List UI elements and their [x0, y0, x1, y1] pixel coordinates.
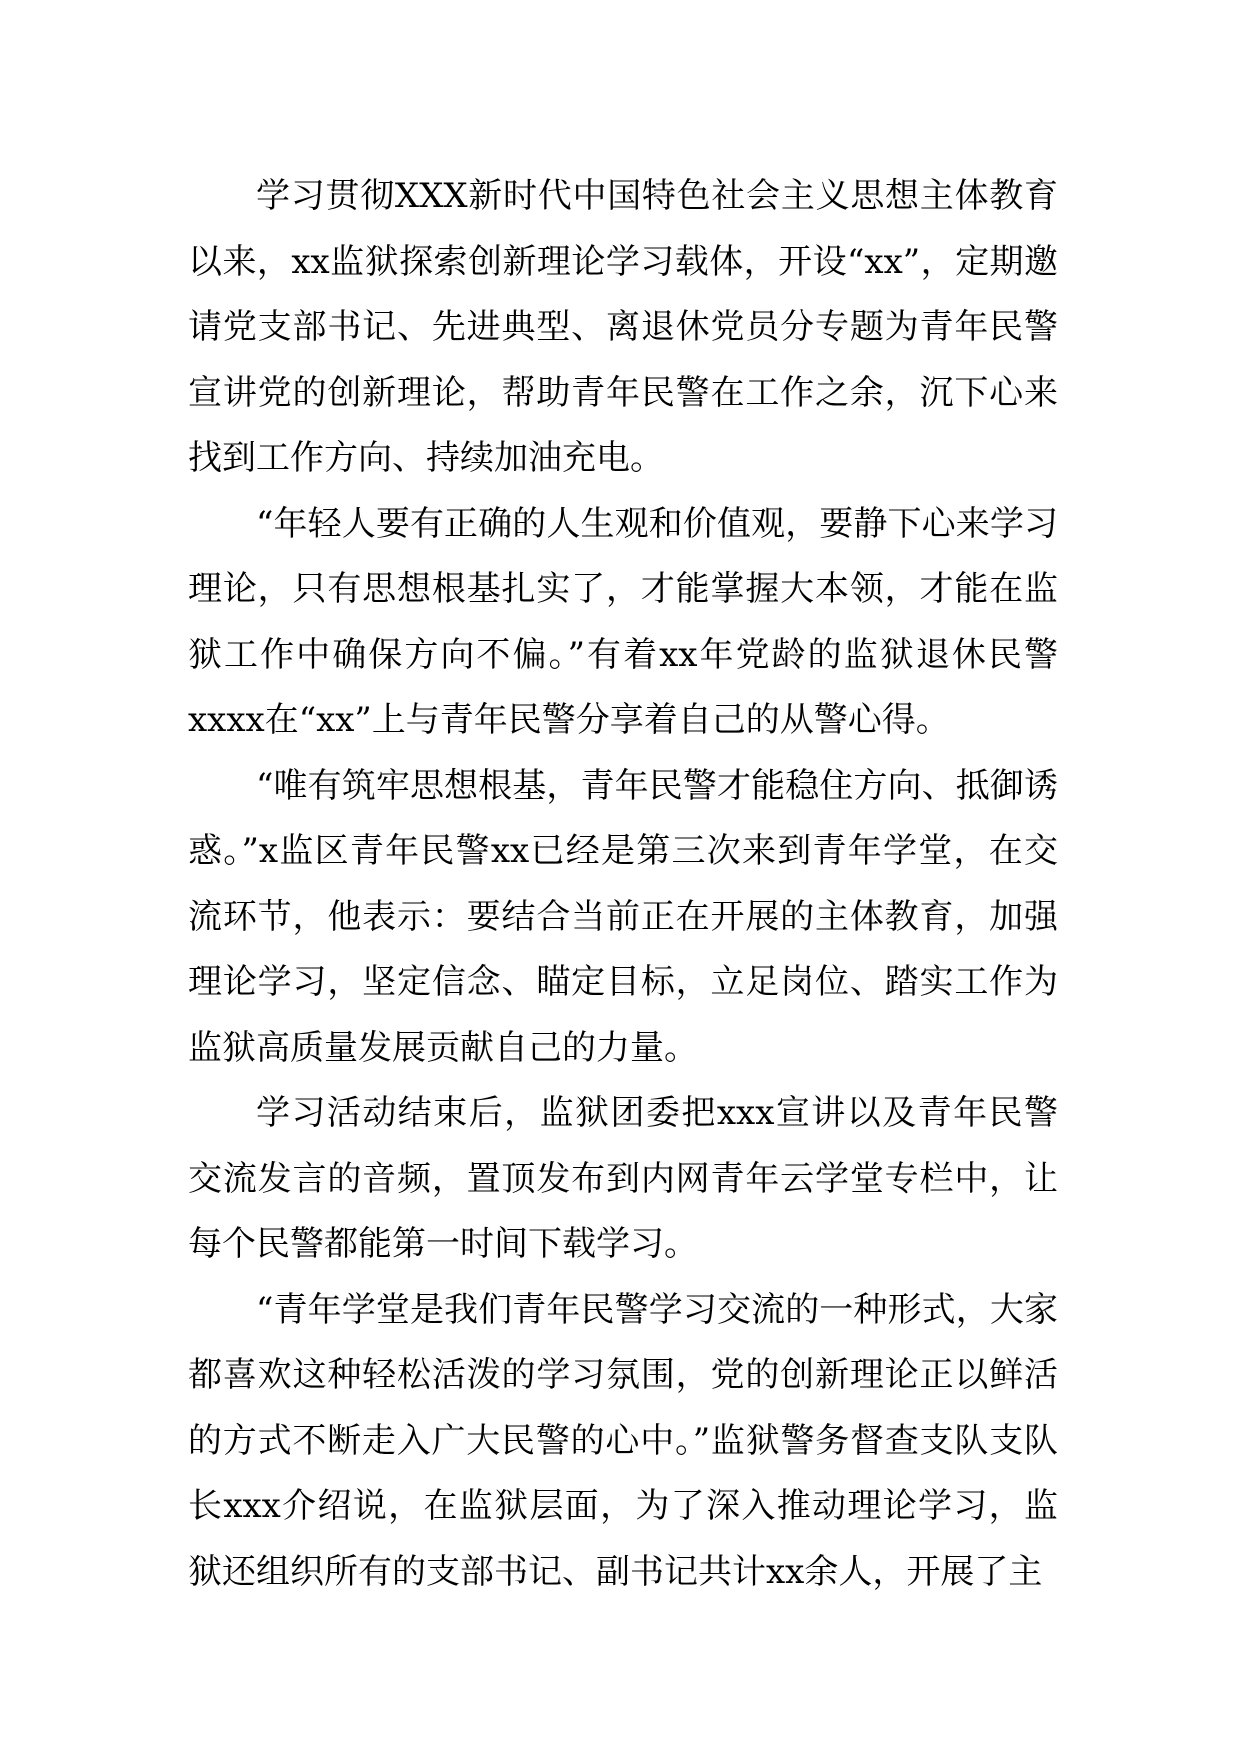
paragraph-3: “唯有筑牢思想根基，青年民警才能稳住方向、抵御诱惑。”x监区青年民警xx已经是第三次来到青年学堂，在交流环节，他表示：要结合当前正在开展的主体教育，加强理论学习，坚定信念、瞄定目标，立足岗位、踏实工作为监狱高质量发展贡献自己的力量。 — [188, 765, 1058, 1068]
paragraph-5: “青年学堂是我们青年民警学习交流的一种形式，大家都喜欢这种轻松活泼的学习氛围，党的创新理论正以鲜活的方式不断走入广大民警的心中。”监狱警务督查支队支队长xxx介绍说，在监狱层面，为了深入推动理论学习，监狱还组织所有的支部书记、副书记共计xx余人，开展了主 — [188, 1289, 1058, 1592]
paragraph-4: 学习活动结束后，监狱团委把xxx宣讲以及青年民警交流发言的音频，置顶发布到内网青年云学堂专栏中，让每个民警都能第一时间下载学习。 — [188, 1093, 1058, 1264]
paragraph-1: 学习贯彻XXX新时代中国特色社会主义思想主体教育以来，xx监狱探索创新理论学习载体，开设“xx”，定期邀请党支部书记、先进典型、离退休党员分专题为青年民警宣讲党的创新理论，帮助青年民警在工作之余，沉下心来找到工作方向、持续加油充电。 — [188, 176, 1058, 478]
document-body — [188, 164, 1058, 1605]
paragraph-2: “年轻人要有正确的人生观和价值观，要静下心来学习理论，只有思想根基扎实了，才能掌握大本领，才能在监狱工作中确保方向不偏。”有着xx年党龄的监狱退休民警xxxx在“xx”上与青年民警分享着自己的从警心得。 — [188, 503, 1058, 740]
